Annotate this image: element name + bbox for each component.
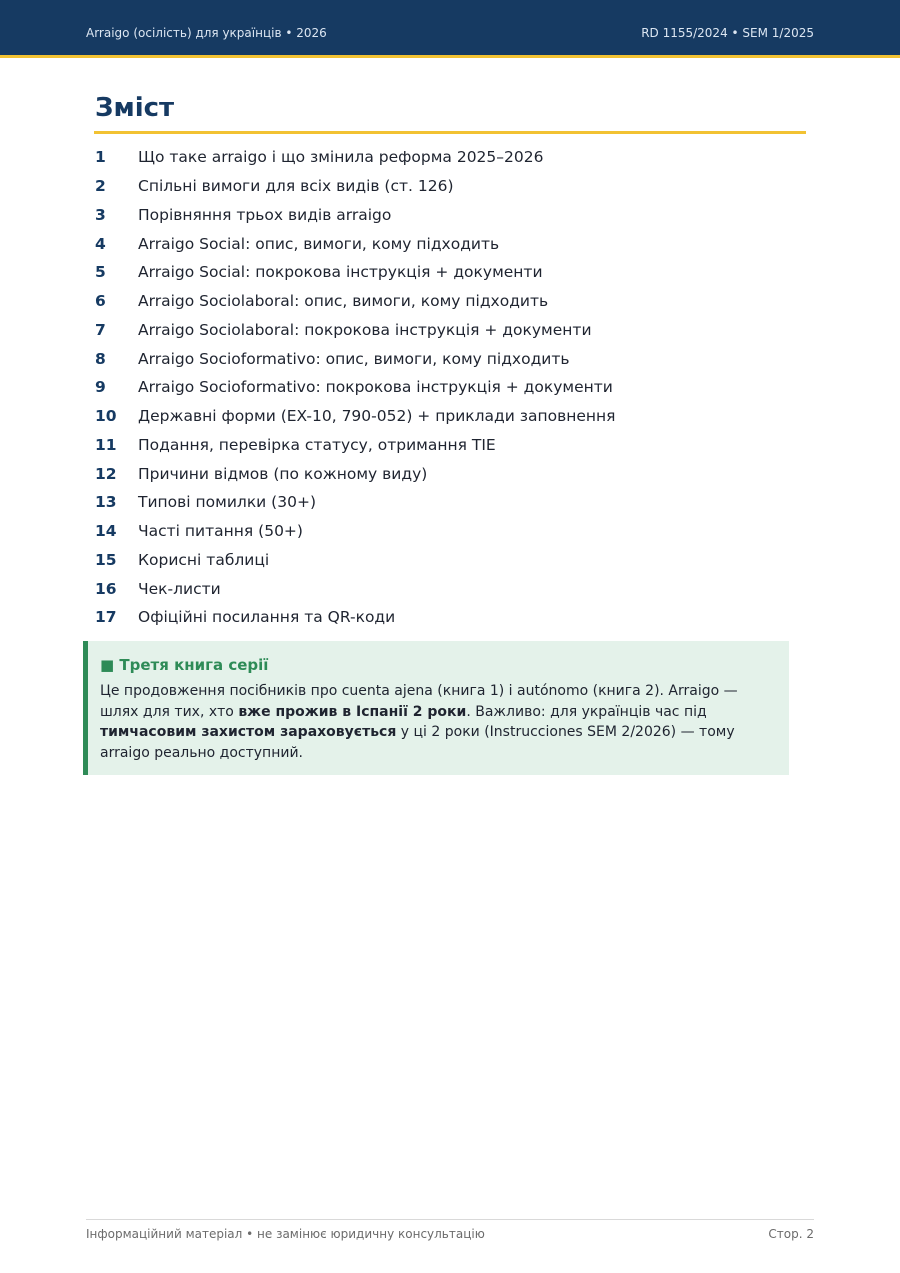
toc-item-title: Подання, перевірка статусу, отримання TIE <box>138 435 496 454</box>
title-underline <box>94 131 806 134</box>
table-of-contents <box>95 143 795 632</box>
toc-item[interactable] <box>95 517 795 546</box>
toc-item[interactable] <box>95 229 795 258</box>
toc-item-number: 7 <box>95 320 106 339</box>
toc-item-number: 4 <box>95 234 106 253</box>
toc-item-number: 11 <box>95 435 117 454</box>
toc-item[interactable] <box>95 574 795 603</box>
toc-item[interactable] <box>95 373 795 402</box>
toc-item-title: Arraigo Social: опис, вимоги, кому підходить <box>138 234 500 253</box>
toc-item-title: Спільні вимоги для всіх видів (ст. 126) <box>138 177 454 196</box>
toc-item-title: Часті питання (50+) <box>138 522 303 541</box>
toc-item-title: Порівняння трьох видів arraigo <box>138 205 392 224</box>
toc-item-title: Типові помилки (30+) <box>138 493 316 512</box>
toc-item-title: Arraigo Sociolaboral: покрокова інструкція + документи <box>138 320 592 339</box>
callout-emphasis-2: тимчасовим захистом зараховується <box>100 724 397 740</box>
toc-item[interactable] <box>95 603 795 632</box>
toc-item[interactable] <box>95 459 795 488</box>
toc-item-number: 5 <box>95 263 106 282</box>
toc-item-number: 14 <box>95 522 117 541</box>
toc-item[interactable] <box>95 172 795 201</box>
toc-item[interactable] <box>95 344 795 373</box>
toc-item[interactable] <box>95 488 795 517</box>
callout-body <box>100 681 773 763</box>
toc-item[interactable] <box>95 316 795 345</box>
page-header <box>0 0 900 58</box>
toc-item-title: Arraigo Sociolaboral: опис, вимоги, кому підходить <box>138 292 549 311</box>
callout-text-2: . Важливо: для українців час під <box>466 703 707 720</box>
toc-item-number: 6 <box>95 292 106 311</box>
toc-item-number: 8 <box>95 349 106 368</box>
toc-item-title: Чек-листи <box>138 579 221 598</box>
toc-item-number: 13 <box>95 493 117 512</box>
toc-item[interactable] <box>95 287 795 316</box>
toc-item-number: 3 <box>95 205 106 224</box>
header-legal-reference: RD 1155/2024 • SEM 1/2025 <box>641 26 814 40</box>
toc-item-number: 10 <box>95 407 117 426</box>
toc-item-number: 9 <box>95 378 106 397</box>
callout-emphasis-1: вже прожив в Іспанії 2 роки <box>238 703 467 720</box>
toc-item[interactable] <box>95 143 795 172</box>
toc-item[interactable] <box>95 258 795 287</box>
toc-item-number: 2 <box>95 177 106 196</box>
toc-item-title: Arraigo Social: покрокова інструкція + документи <box>138 263 543 282</box>
toc-item[interactable] <box>95 201 795 230</box>
toc-item[interactable] <box>95 431 795 460</box>
header-document-title: Arraigo (осілість) для українців • 2026 <box>86 26 327 40</box>
toc-item-number: 15 <box>95 550 117 569</box>
toc-item-number: 12 <box>95 464 117 483</box>
toc-item-number: 16 <box>95 579 117 598</box>
series-note-callout <box>83 641 789 775</box>
toc-item-title: Що таке arraigo і що змінила реформа 2025–2026 <box>138 148 544 167</box>
footer-disclaimer: Інформаційний матеріал • не замінює юридичну консультацію <box>86 1227 485 1241</box>
callout-title: ■ Третя книга серії <box>100 656 269 674</box>
toc-item-number: 1 <box>95 148 106 167</box>
toc-item-title: Причини відмов (по кожному виду) <box>138 464 428 483</box>
page-number: Стор. 2 <box>768 1227 814 1241</box>
toc-item[interactable] <box>95 402 795 431</box>
callout-text-1: Це продовження посібників про cuenta ajena (книга 1) і autónomo (книга 2). Arraigo — шлях для тих, хто <box>100 683 738 720</box>
callout-text-3: у ці 2 роки (Instrucciones SEM 2/2026) — тому arraigo реально доступний. <box>100 724 735 761</box>
toc-item-title: Arraigo Socioformativo: покрокова інструкція + документи <box>138 378 613 397</box>
toc-item-number: 17 <box>95 608 117 627</box>
toc-item-title: Arraigo Socioformativo: опис, вимоги, кому підходить <box>138 349 570 368</box>
page-title: Зміст <box>95 93 175 123</box>
toc-item-title: Офіційні посилання та QR-коди <box>138 608 396 627</box>
toc-item[interactable] <box>95 546 795 575</box>
toc-item-title: Корисні таблиці <box>138 550 270 569</box>
footer-divider <box>86 1219 814 1220</box>
toc-item-title: Державні форми (EX-10, 790-052) + приклади заповнення <box>138 407 616 426</box>
